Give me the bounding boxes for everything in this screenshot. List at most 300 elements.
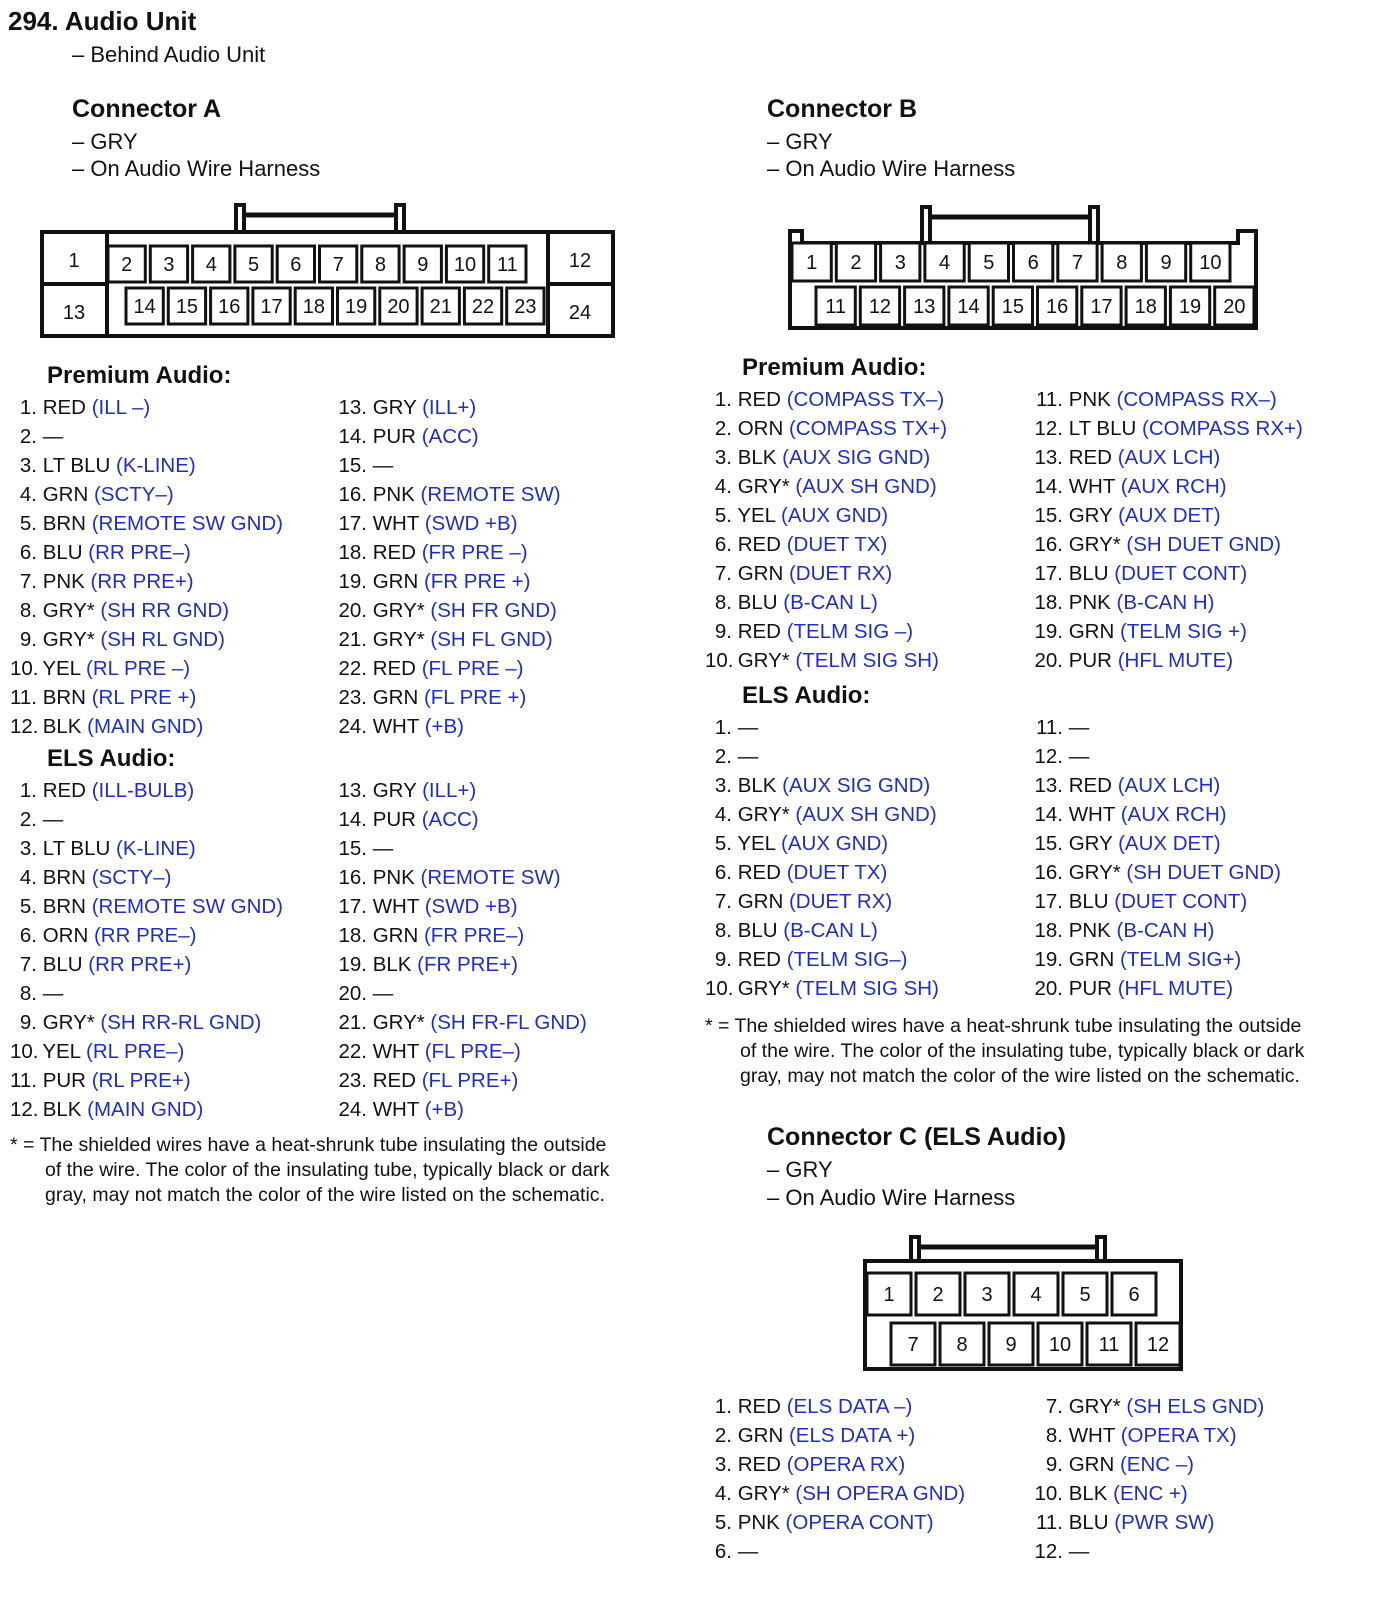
pin-number: 6. (19, 924, 37, 947)
pin-function: (OPERA RX) (786, 1453, 906, 1476)
pin-function: (REMOTE SW) (420, 866, 561, 889)
pin-row (336, 422, 561, 451)
pin-row (10, 863, 283, 892)
pin-label: 12 (568, 250, 592, 272)
pin-label: 2 (121, 254, 133, 276)
wire-color: BLU (37, 953, 89, 976)
wire-color: PUR (37, 1069, 92, 1092)
wire-color: ORN (732, 417, 789, 440)
pin-number: 4. (714, 1482, 732, 1505)
pin-label: 8 (374, 254, 387, 276)
pin-function: (SH FR GND) (430, 599, 557, 622)
pin-function: (DUET TX) (786, 533, 888, 556)
pin-label: 1 (806, 252, 818, 274)
pin-row (336, 921, 587, 950)
pin-function: (AUX DET) (1118, 504, 1221, 527)
wire-color: GRN (367, 570, 424, 593)
pin-number: 3. (19, 837, 37, 860)
pin-function: (AUX LCH) (1117, 774, 1221, 797)
pin-number: 17. (338, 895, 367, 918)
pin-number: 8. (19, 599, 37, 622)
wire-color: RED (37, 779, 92, 802)
pin-row (10, 1008, 283, 1037)
pin-number: 1. (714, 388, 732, 411)
pin-number: 9. (19, 628, 37, 651)
pin-number: 11. (10, 686, 37, 709)
pin-function: (ACC) (421, 425, 479, 448)
wire-color: — (1063, 745, 1090, 768)
pin-label: 3 (981, 1284, 993, 1306)
pin-row (705, 472, 947, 501)
connector-c-diagram (855, 1225, 1195, 1375)
pin-number: 22. (338, 657, 367, 680)
pin-number: 13. (1034, 446, 1063, 469)
pin-row (705, 385, 947, 414)
connector-a-els-heading: ELS Audio: (47, 745, 176, 772)
pin-row (1032, 1421, 1264, 1450)
pin-row (336, 834, 587, 863)
pin-row (10, 683, 283, 712)
pin-function: (B-CAN H) (1116, 919, 1215, 942)
pin-number: 4. (19, 483, 37, 506)
pin-function: (HFL MUTE) (1117, 649, 1234, 672)
wire-color: BLU (1063, 562, 1115, 585)
pin-row (1032, 646, 1303, 675)
pin-function: (COMPASS TX–) (786, 388, 945, 411)
pin-row (10, 776, 283, 805)
wire-color: RED (367, 657, 422, 680)
pin-row (336, 596, 561, 625)
pin-label: 11 (496, 254, 518, 276)
component-location: – Behind Audio Unit (72, 42, 266, 67)
pin-number: 23. (338, 1069, 367, 1092)
connector-b-color: – GRY (767, 129, 833, 154)
connector-c-title: Connector C (ELS Audio) (767, 1123, 1067, 1151)
wire-color: PUR (1063, 977, 1118, 1000)
pin-row (705, 887, 939, 916)
pin-function: (K-LINE) (116, 837, 196, 860)
pin-row (336, 451, 561, 480)
pin-number: 4. (714, 475, 732, 498)
pin-function: (B-CAN H) (1116, 591, 1215, 614)
pin-function: (FR PRE+) (417, 953, 518, 976)
pin-row (705, 945, 939, 974)
wire-color: BRN (37, 866, 92, 889)
pin-label: 10 (1048, 1334, 1072, 1356)
pin-row (705, 617, 947, 646)
pin-label: 21 (429, 296, 452, 318)
pin-number: 14. (338, 808, 367, 831)
pin-number: 17. (1034, 890, 1063, 913)
pin-number: 1. (714, 716, 732, 739)
pin-function: (SCTY–) (91, 866, 172, 889)
pin-function: (DUET TX) (786, 861, 888, 884)
connector-b-title: Connector B (767, 95, 917, 123)
wire-color: RED (732, 388, 787, 411)
wire-color: GRN (1063, 948, 1120, 971)
pin-number: 21. (338, 628, 367, 651)
pin-function: (RR PRE+) (88, 953, 192, 976)
pin-number: 16. (338, 483, 367, 506)
wire-color: GRY* (367, 599, 431, 622)
connector-b-diagram (780, 195, 1270, 340)
wire-color: WHT (1063, 1424, 1121, 1447)
pin-row (336, 863, 587, 892)
connector-a-els-pins-13-24 (336, 776, 587, 1124)
pin-row (1032, 974, 1281, 1003)
connector-c-pins-7-12 (1032, 1392, 1264, 1566)
pin-row (1032, 385, 1303, 414)
wire-color: RED (732, 948, 787, 971)
connector-a-premium-heading: Premium Audio: (47, 362, 232, 389)
pin-number: 15. (338, 454, 367, 477)
pin-number: 17. (338, 512, 367, 535)
pin-row (705, 501, 947, 530)
pin-function: (ENC –) (1119, 1453, 1194, 1476)
wire-color: RED (732, 861, 787, 884)
pin-number: 12. (10, 715, 39, 738)
wire-color: PUR (367, 425, 422, 448)
wire-color: GRY (1063, 504, 1119, 527)
pin-function: (COMPASS RX+) (1142, 417, 1303, 440)
pin-label: 12 (1146, 1334, 1170, 1356)
pin-label: 6 (1128, 1284, 1140, 1306)
connector-b-els-pins-11-20 (1032, 713, 1281, 1003)
pin-number: 5. (19, 895, 37, 918)
pin-number: 17. (1034, 562, 1063, 585)
pin-number: 12. (1034, 1540, 1063, 1563)
pin-row (10, 480, 283, 509)
pin-label: 14 (957, 296, 980, 318)
pin-function: (AUX SH GND) (795, 803, 937, 826)
pin-number: 6. (19, 541, 37, 564)
pin-function: (K-LINE) (116, 454, 196, 477)
wire-color: GRN (367, 686, 424, 709)
pin-row (705, 530, 947, 559)
pin-label: 8 (1116, 252, 1128, 274)
wire-color: WHT (1063, 475, 1121, 498)
pin-function: (ACC) (421, 808, 479, 831)
pin-number: 8. (714, 591, 732, 614)
pin-function: (DUET RX) (788, 562, 893, 585)
pin-number: 16. (1034, 533, 1063, 556)
connector-a-els-pins-1-12 (10, 776, 283, 1124)
pin-number: 12. (1034, 745, 1063, 768)
wire-color: — (367, 982, 394, 1005)
pin-row (336, 979, 587, 1008)
pin-row (10, 654, 283, 683)
pin-row (336, 683, 561, 712)
wire-color: BLU (37, 541, 89, 564)
pin-row (1032, 617, 1303, 646)
wire-color: — (732, 745, 759, 768)
pin-label: 6 (290, 254, 302, 276)
pin-label: 20 (1223, 296, 1246, 318)
wire-color: WHT (367, 512, 425, 535)
pin-number: 19. (1034, 620, 1063, 643)
pin-number: 4. (19, 866, 37, 889)
pin-function: (OPERA TX) (1120, 1424, 1237, 1447)
pin-number: 4. (714, 803, 732, 826)
wire-color: BRN (37, 895, 92, 918)
pin-row (10, 1037, 283, 1066)
pin-number: 2. (19, 425, 37, 448)
wire-color: — (37, 808, 64, 831)
pin-function: (TELM SIG –) (786, 620, 914, 643)
pin-row (336, 538, 561, 567)
pin-label: 15 (1001, 296, 1024, 318)
pin-number: 13. (1034, 774, 1063, 797)
pin-number: 11. (1036, 388, 1063, 411)
wire-color: GRN (1063, 620, 1120, 643)
pin-function: (RR PRE–) (93, 924, 197, 947)
wire-color: BLU (732, 919, 784, 942)
pin-row (336, 776, 587, 805)
pin-function: (HFL MUTE) (1117, 977, 1234, 1000)
pin-function: (AUX SIG GND) (782, 446, 931, 469)
wire-color: GRY* (1063, 1395, 1127, 1418)
pin-function: (SWD +B) (424, 895, 518, 918)
wire-color: BLK (37, 1098, 88, 1121)
pin-row (705, 829, 939, 858)
pin-number: 18. (338, 541, 367, 564)
pin-function: (FL PRE–) (424, 1040, 521, 1063)
pin-function: (COMPASS RX–) (1116, 388, 1277, 411)
pin-label: 20 (387, 296, 410, 318)
pin-label: 1 (68, 250, 80, 272)
pin-label: 2 (850, 252, 862, 274)
wire-color: GRY* (367, 628, 431, 651)
pin-number: 14. (1034, 803, 1063, 826)
pin-row (705, 588, 947, 617)
pin-number: 5. (714, 504, 732, 527)
pin-row (336, 393, 561, 422)
pin-number: 23. (338, 686, 367, 709)
pin-row (1032, 858, 1281, 887)
wire-color: YEL (37, 1040, 87, 1063)
pin-number: 9. (1045, 1453, 1063, 1476)
connector-b-els-heading: ELS Audio: (742, 682, 871, 709)
pin-number: 14. (338, 425, 367, 448)
pin-number: 15. (338, 837, 367, 860)
pin-number: 20. (1034, 977, 1063, 1000)
wire-color: GRY (367, 779, 423, 802)
pin-row (1032, 414, 1303, 443)
pin-row (10, 422, 283, 451)
pin-number: 2. (714, 745, 732, 768)
pin-row (705, 559, 947, 588)
pin-number: 1. (714, 1395, 732, 1418)
pin-number: 10. (705, 977, 734, 1000)
pin-number: 15. (1034, 504, 1063, 527)
pin-function: (SH FR-FL GND) (430, 1011, 587, 1034)
pin-row (336, 1066, 587, 1095)
pin-function: (FL PRE +) (423, 686, 527, 709)
wire-color: — (732, 716, 759, 739)
connector-a-location: – On Audio Wire Harness (72, 156, 321, 181)
wire-color: RED (732, 1395, 787, 1418)
pin-function: (TELM SIG +) (1119, 620, 1247, 643)
pin-function: (FL PRE+) (421, 1069, 519, 1092)
wire-color: RED (37, 396, 92, 419)
pin-number: 20. (338, 982, 367, 1005)
wire-color: RED (1063, 446, 1118, 469)
wire-color: BLK (732, 774, 783, 797)
wire-color: WHT (367, 1040, 425, 1063)
pin-row (1032, 742, 1281, 771)
pin-number: 9. (19, 1011, 37, 1034)
wire-color: GRY (1063, 832, 1119, 855)
pin-number: 3. (714, 446, 732, 469)
pin-row (336, 480, 561, 509)
pin-function: (FL PRE –) (421, 657, 524, 680)
page-title: 294. Audio Unit (8, 6, 197, 36)
pin-row (705, 1508, 965, 1537)
pin-function: (TELM SIG SH) (795, 977, 939, 1000)
connector-b-footnote: * = The shielded wires have a heat-shrunk tube insulating the outside of the wire. The color of the insulating tube, typically black or dark gray, may not match the color of the wire listed on the schematic. (705, 1015, 1305, 1087)
connector-a-title: Connector A (72, 95, 222, 123)
pin-number: 12. (1034, 417, 1063, 440)
pin-number: 18. (338, 924, 367, 947)
pin-function: (RL PRE+) (91, 1069, 191, 1092)
pin-row (1032, 829, 1281, 858)
pin-function: (PWR SW) (1114, 1511, 1215, 1534)
pin-function: (AUX LCH) (1117, 446, 1221, 469)
pin-number: 6. (714, 1540, 732, 1563)
pin-row (10, 509, 283, 538)
pin-number: 2. (714, 417, 732, 440)
pin-function: (ILL-BULB) (91, 779, 195, 802)
pin-function: (TELM SIG–) (786, 948, 908, 971)
wire-color: — (1063, 716, 1090, 739)
pin-number: 10. (1034, 1482, 1063, 1505)
pin-label: 9 (1160, 252, 1172, 274)
wire-color: PNK (1063, 919, 1117, 942)
pin-label: 19 (1178, 296, 1202, 318)
wire-color: — (367, 454, 394, 477)
connector-c-location: – On Audio Wire Harness (767, 1185, 1016, 1210)
pin-number: 14. (1034, 475, 1063, 498)
pin-row (336, 567, 561, 596)
pin-label: 4 (1030, 1284, 1042, 1306)
pin-number: 7. (714, 890, 732, 913)
pin-row (1032, 1450, 1264, 1479)
pin-row (336, 892, 587, 921)
wire-color: — (1063, 1540, 1090, 1563)
pin-function: (TELM SIG SH) (795, 649, 939, 672)
wire-color: PNK (367, 866, 421, 889)
pin-function: (DUET CONT) (1114, 890, 1248, 913)
pin-label: 22 (471, 296, 495, 318)
pin-label: 16 (1046, 296, 1069, 318)
pin-number: 2. (19, 808, 37, 831)
pin-row (1032, 472, 1303, 501)
wire-color: WHT (367, 715, 425, 738)
wire-color: GRY* (732, 977, 796, 1000)
pin-number: 7. (1045, 1395, 1063, 1418)
pin-row (10, 451, 283, 480)
pin-number: 11. (1036, 1511, 1063, 1534)
pin-row (336, 950, 587, 979)
pin-function: (RL PRE–) (86, 1040, 185, 1063)
pin-label: 4 (938, 252, 951, 274)
wire-color: PNK (732, 1511, 786, 1534)
pin-label: 17 (1090, 296, 1113, 318)
pin-function: (MAIN GND) (87, 715, 204, 738)
pin-number: 19. (338, 570, 367, 593)
pin-row (1032, 1392, 1264, 1421)
pin-number: 19. (338, 953, 367, 976)
pin-row (1032, 588, 1303, 617)
pin-function: (AUX RCH) (1120, 803, 1227, 826)
pin-number: 3. (714, 774, 732, 797)
pin-function: (DUET CONT) (1114, 562, 1248, 585)
wire-color: ORN (37, 924, 94, 947)
pin-number: 1. (19, 779, 37, 802)
wire-color: GRN (732, 1424, 789, 1447)
wire-color: LT BLU (1063, 417, 1142, 440)
wire-color: RED (732, 620, 787, 643)
pin-label: 15 (175, 296, 199, 318)
wire-color: GRN (37, 483, 94, 506)
pin-label: 24 (568, 302, 592, 324)
pin-row (705, 1421, 965, 1450)
pin-row (705, 916, 939, 945)
pin-row (1032, 1508, 1264, 1537)
wire-color: BLK (732, 446, 783, 469)
pin-row (1032, 713, 1281, 742)
pin-label: 14 (133, 296, 156, 318)
pin-row (705, 974, 939, 1003)
wire-color: GRN (732, 890, 789, 913)
pin-function: (REMOTE SW GND) (91, 895, 284, 918)
wire-color: BRN (37, 686, 92, 709)
connector-b-premium-pins-1-10 (705, 385, 947, 675)
wire-color: YEL (37, 657, 87, 680)
pin-row (705, 443, 947, 472)
wire-color: PUR (367, 808, 422, 831)
wire-color: WHT (367, 1098, 425, 1121)
pin-label: 13 (913, 296, 936, 318)
wire-color: PNK (367, 483, 421, 506)
wire-color: BLU (1063, 890, 1115, 913)
wire-color: PNK (1063, 591, 1117, 614)
pin-function: (RR PRE+) (90, 570, 194, 593)
wire-color: RED (367, 1069, 422, 1092)
wire-color: BLU (1063, 1511, 1115, 1534)
wire-color: — (37, 425, 64, 448)
wire-color: GRN (367, 924, 424, 947)
wire-color: RED (732, 1453, 787, 1476)
pin-number: 18. (1034, 919, 1063, 942)
pin-number: 11. (1036, 716, 1063, 739)
pin-function: (AUX SH GND) (795, 475, 937, 498)
pin-number: 16. (1034, 861, 1063, 884)
wire-color: LT BLU (37, 454, 116, 477)
pin-row (336, 509, 561, 538)
pin-function: (OPERA CONT) (785, 1511, 934, 1534)
pin-function: (SH RR GND) (100, 599, 230, 622)
pin-row (705, 858, 939, 887)
pin-function: (AUX DET) (1118, 832, 1221, 855)
pin-row (705, 713, 939, 742)
pin-function: (B-CAN L) (783, 919, 878, 942)
pin-label: 5 (247, 254, 260, 276)
pin-label: 2 (932, 1284, 944, 1306)
pin-number: 20. (1034, 649, 1063, 672)
pin-label: 9 (1005, 1334, 1017, 1356)
pin-function: (AUX RCH) (1120, 475, 1227, 498)
